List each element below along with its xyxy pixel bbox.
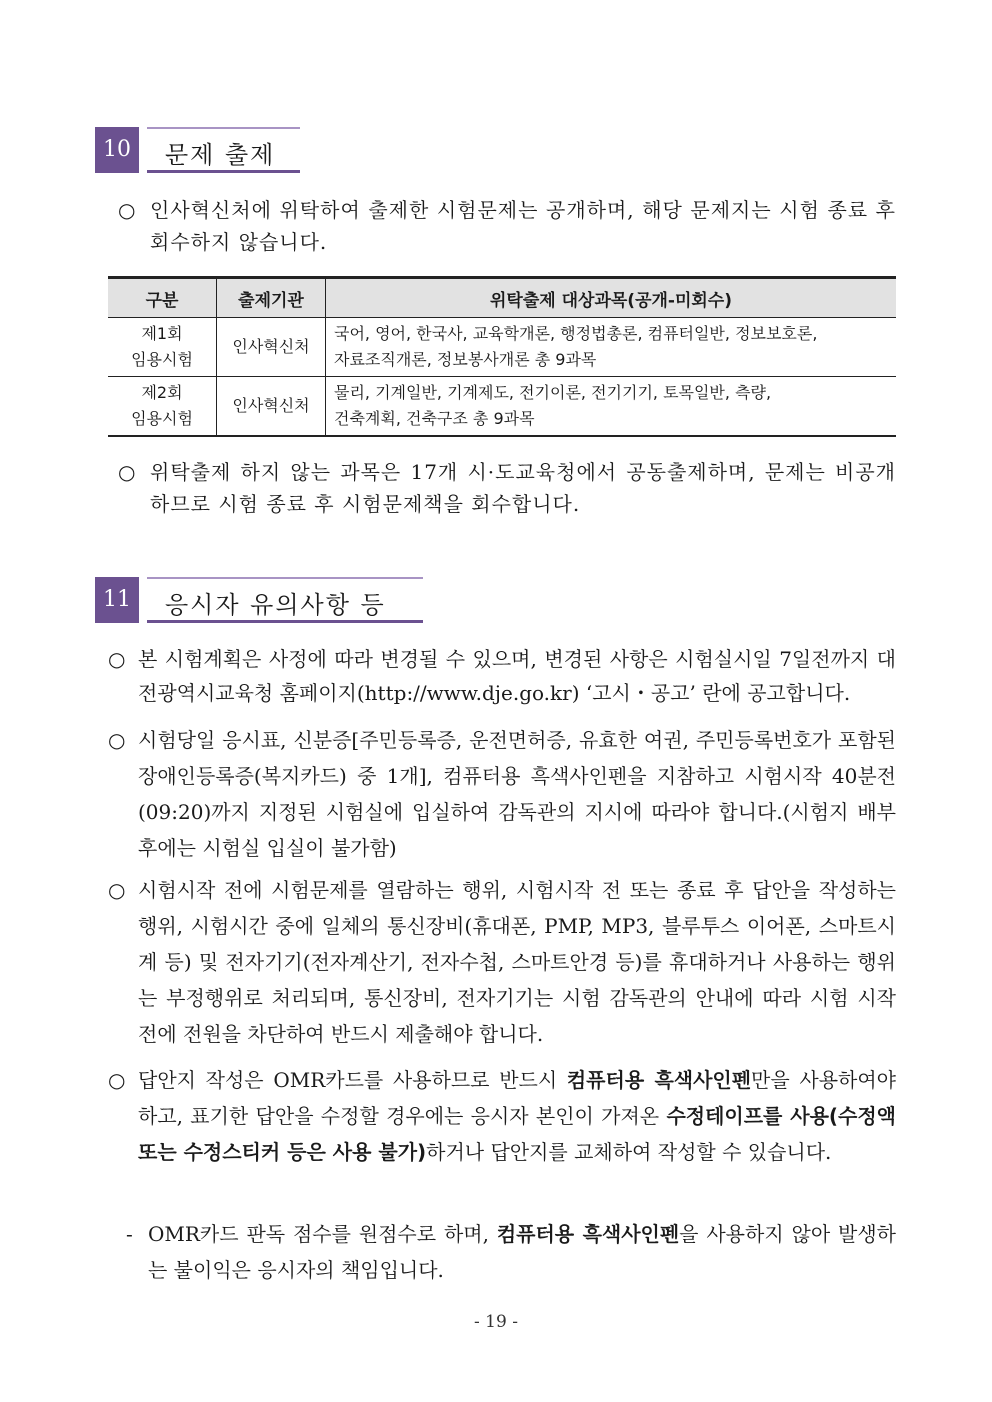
paragraph-text: 시험시작 전에 시험문제를 열람하는 행위, 시험시작 전 또는 종료 후 답안을 작성하는 행위, 시험시간 중에 일체의 통신장비(휴대폰, PMP, MP3, 블루투스 이어폰, 스마트시계 등) 및 전자기기(전자계산기, 전자수첩, 스마트안경 등)를 휴대하거나 사용하는 행위는 부정행위로 처리되며, 통신장비, 전자기기는 시험 감독관의 안내에 따라 시험 시작 전에 전원을 차단하여 반드시 제출해야 합니다. [138, 878, 896, 1046]
text-run: 하거나 답안지를 교체하여 작성할 수 있습니다. [426, 1140, 832, 1164]
table-cell-agency: 인사혁신처 [217, 318, 326, 377]
paragraph [108, 642, 896, 710]
paragraph-text: 인사혁신처에 위탁하여 출제한 시험문제는 공개하며, 해당 문제지는 시험 종료 후 회수하지 않습니다. [150, 198, 896, 254]
paragraph-text [148, 1216, 896, 1288]
paragraph-text [138, 1062, 896, 1170]
column-header: 구분 [108, 278, 217, 318]
divider [147, 170, 300, 173]
text-run: 만을 사용하여야 하고, 표기한 답안을 수정할 경우에는 응시자 본인이 가져온 [138, 1068, 896, 1128]
divider [147, 127, 300, 129]
page-number: - 19 - [474, 1312, 518, 1332]
section-title: 문제 출제 [165, 141, 276, 169]
table-row [108, 318, 896, 377]
bullet-dash: - [126, 1222, 133, 1246]
cell-text: 자료조직개론, 정보봉사개론 총 9과목 [334, 350, 597, 369]
paragraph [108, 1062, 896, 1170]
table-cell-agency: 인사혁신처 [217, 377, 326, 437]
text-run: 답안지 작성은 OMR카드를 사용하므로 반드시 [138, 1068, 567, 1092]
section-title-box [147, 577, 423, 623]
emphasis-text: 수정테이프를 사용(수정액 또는 수정스티커 등은 사용 불가) [138, 1104, 897, 1164]
paragraph-text: 위탁출제 하지 않는 과목은 17개 시·도교육청에서 공동출제하며, 문제는 비공개하므로 시험 종료 후 시험문제책을 회수합니다. [150, 460, 896, 516]
bullet-circle: ○ [108, 728, 126, 752]
bullet-circle: ○ [108, 878, 126, 902]
emphasis-text: 컴퓨터용 흑색사인펜 [496, 1222, 680, 1246]
bullet-circle: ○ [118, 198, 136, 222]
paragraph [108, 722, 896, 866]
table-row [108, 377, 896, 437]
section-title: 응시자 유의사항 등 [165, 591, 386, 619]
cell-text: 제1회 [141, 324, 183, 343]
exam-subject-table [108, 276, 896, 437]
paragraph-text: 본 시험계획은 사정에 따라 변경될 수 있으며, 변경된 사항은 시험실시일 7일전까지 대전광역시교육청 홈페이지(http://www.dje.go.kr) ‘고시・공고’ 란에 공고합니다. [138, 647, 896, 705]
table-header-row [108, 278, 896, 318]
paragraph-text: 시험당일 응시표, 신분증[주민등록증, 운전면허증, 유효한 여권, 주민등록번호가 포함된 장애인등록증(복지카드) 중 1개], 컴퓨터용 흑색사인펜을 지참하고 시험시작 40분전(09:20)까지 지정된 시험실에 입실하여 감독관의 지시에 따라야 합니다.(시험지 배부 후에는 시험실 입실이 불가함) [138, 728, 896, 860]
paragraph [118, 194, 896, 258]
cell-text: 임용시험 [131, 350, 193, 369]
emphasis-text: 컴퓨터용 흑색사인펜 [566, 1068, 752, 1092]
table-cell-subjects [326, 377, 897, 437]
cell-text: 제2회 [141, 383, 183, 402]
section-number: 11 [95, 577, 139, 623]
divider [147, 577, 423, 579]
divider [147, 620, 423, 623]
table-cell-round [108, 377, 217, 437]
paragraph [118, 456, 896, 520]
section-title-box [147, 127, 300, 173]
text-run: OMR카드 판독 점수를 원점수로 하며, [148, 1222, 497, 1246]
column-header: 위탁출제 대상과목(공개-미회수) [326, 278, 897, 318]
sub-paragraph [126, 1216, 896, 1288]
column-header: 출제기관 [217, 278, 326, 318]
bullet-circle: ○ [118, 460, 136, 484]
bullet-circle: ○ [108, 1068, 126, 1092]
paragraph [108, 872, 896, 1052]
cell-text: 임용시험 [131, 409, 193, 428]
table-cell-subjects [326, 318, 897, 377]
cell-text: 국어, 영어, 한국사, 교육학개론, 행정법총론, 컴퓨터일반, 정보보호론, [334, 324, 818, 343]
section-number: 10 [95, 127, 139, 173]
text-run: 을 사용하지 않아 발생하는 불이익은 응시자의 책임입니다. [148, 1222, 896, 1282]
bullet-circle: ○ [108, 647, 126, 671]
cell-text: 물리, 기계일반, 기계제도, 전기이론, 전기기기, 토목일반, 측량, [334, 383, 772, 402]
table-cell-round [108, 318, 217, 377]
cell-text: 건축계획, 건축구조 총 9과목 [334, 409, 535, 428]
